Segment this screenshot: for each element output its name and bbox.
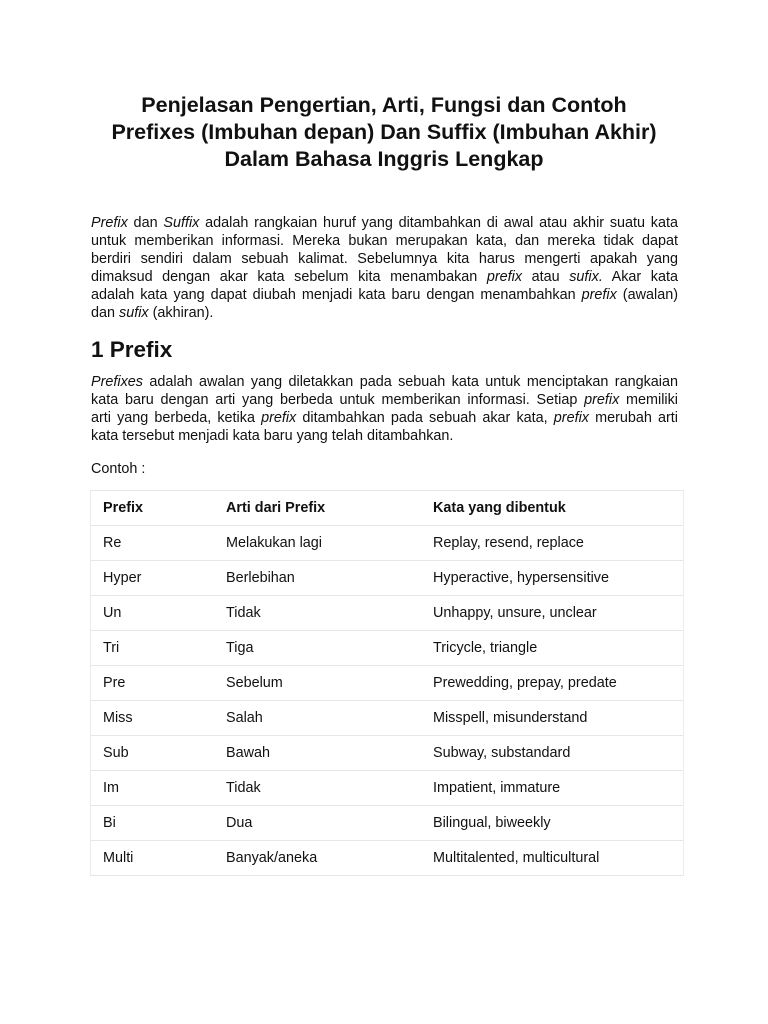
text-run: adalah rangkaian huruf yang ditambahkan di awal atau akhir suatu kata <box>199 215 678 231</box>
text-run: Akar kata <box>602 269 678 285</box>
table-header-row <box>91 491 684 526</box>
table-cell: Tidak <box>214 596 421 631</box>
italic-term: sufix <box>119 305 149 321</box>
prefix-paragraph <box>91 373 678 445</box>
title-line: Dalam Bahasa Inggris Lengkap <box>224 147 544 171</box>
text-run: adalah kata yang dapat diubah menjadi kata baru dengan menambahkan <box>91 287 582 303</box>
document-title <box>60 92 708 173</box>
table-cell: Pre <box>91 666 215 701</box>
text-run: dan <box>127 215 164 231</box>
table-cell: Subway, substandard <box>421 736 684 771</box>
text-run: dan <box>91 305 120 321</box>
table-row <box>91 526 684 561</box>
table-row <box>91 736 684 771</box>
title-line: Penjelasan Pengertian, Arti, Fungsi dan Contoh <box>141 93 627 117</box>
table-cell: Hyperactive, hypersensitive <box>421 561 684 596</box>
table-cell: Tricycle, triangle <box>421 631 684 666</box>
text-run: adalah awalan yang diletakkan pada sebuah kata untuk menciptakan rangkaian <box>142 374 678 390</box>
table-row <box>91 596 684 631</box>
text-run: arti yang berbeda, ketika <box>91 410 262 426</box>
italic-term: prefix <box>261 410 297 426</box>
table-cell: Berlebihan <box>214 561 421 596</box>
table-row <box>91 771 684 806</box>
text-run: (awalan) <box>616 287 678 303</box>
italic-term: prefix <box>581 287 617 303</box>
prefix-line <box>91 391 678 409</box>
intro-line <box>91 268 678 286</box>
italic-term: prefix <box>584 392 620 408</box>
table-cell: Banyak/aneka <box>214 841 421 876</box>
intro-line <box>91 286 678 304</box>
italic-term: Prefixes <box>91 374 143 390</box>
intro-paragraph <box>91 214 678 322</box>
title-line: Prefixes (Imbuhan depan) Dan Suffix (Imbuhan Akhir) <box>111 120 657 144</box>
italic-term: Prefix <box>91 215 128 231</box>
italic-term: Suffix <box>163 215 200 231</box>
column-header: Prefix <box>91 491 215 526</box>
table-row <box>91 666 684 701</box>
table-row <box>91 561 684 596</box>
table-cell: Im <box>91 771 215 806</box>
table-cell: Impatient, immature <box>421 771 684 806</box>
intro-line <box>91 214 678 232</box>
table-row <box>91 701 684 736</box>
table-cell: Salah <box>214 701 421 736</box>
text-run: memiliki <box>619 392 678 408</box>
prefix-line <box>91 409 678 427</box>
intro-line: berdiri sendiri dalam sebuah kalimat. Sebelumnya kita harus mengerti apakah yang <box>91 251 678 267</box>
italic-term: sufix. <box>569 269 603 285</box>
table-cell: Multi <box>91 841 215 876</box>
table-cell: Unhappy, unsure, unclear <box>421 596 684 631</box>
text-run: kata baru dengan arti yang berbeda untuk memberikan informasi. Setiap <box>91 392 585 408</box>
column-header: Kata yang dibentuk <box>421 491 684 526</box>
table-cell: Re <box>91 526 215 561</box>
prefix-table <box>90 490 684 876</box>
table-cell: Bilingual, biweekly <box>421 806 684 841</box>
table-row <box>91 631 684 666</box>
example-label: Contoh : <box>91 461 146 477</box>
text-run: atau <box>522 269 570 285</box>
table-cell: Sub <box>91 736 215 771</box>
table-cell: Tiga <box>214 631 421 666</box>
prefix-line: kata tersebut menjadi kata baru yang telah ditambahkan. <box>91 428 454 444</box>
table-cell: Tri <box>91 631 215 666</box>
table-cell: Bi <box>91 806 215 841</box>
table-cell: Replay, resend, replace <box>421 526 684 561</box>
prefix-line <box>91 373 678 391</box>
table-cell: Sebelum <box>214 666 421 701</box>
italic-term: prefix <box>553 410 589 426</box>
intro-line: untuk memberikan informasi. Mereka bukan merupakan kata, dan mereka tidak dapat <box>91 233 678 249</box>
table-cell: Dua <box>214 806 421 841</box>
table-cell: Bawah <box>214 736 421 771</box>
text-run: (akhiran). <box>148 305 214 321</box>
table-cell: Prewedding, prepay, predate <box>421 666 684 701</box>
text-run: ditambahkan pada sebuah akar kata, <box>296 410 554 426</box>
table-cell: Un <box>91 596 215 631</box>
table-cell: Hyper <box>91 561 215 596</box>
table-cell: Misspell, misunderstand <box>421 701 684 736</box>
intro-line <box>91 304 678 322</box>
column-header: Arti dari Prefix <box>214 491 421 526</box>
table-row <box>91 841 684 876</box>
section-heading: 1 Prefix <box>91 337 173 362</box>
table-cell: Miss <box>91 701 215 736</box>
table-cell: Melakukan lagi <box>214 526 421 561</box>
text-run: dimaksud dengan akar kata sebelum kita menambakan <box>91 269 487 285</box>
italic-term: prefix <box>486 269 523 285</box>
table-cell: Multitalented, multicultural <box>421 841 684 876</box>
table-cell: Tidak <box>214 771 421 806</box>
table-row <box>91 806 684 841</box>
text-run: merubah arti <box>588 410 679 426</box>
